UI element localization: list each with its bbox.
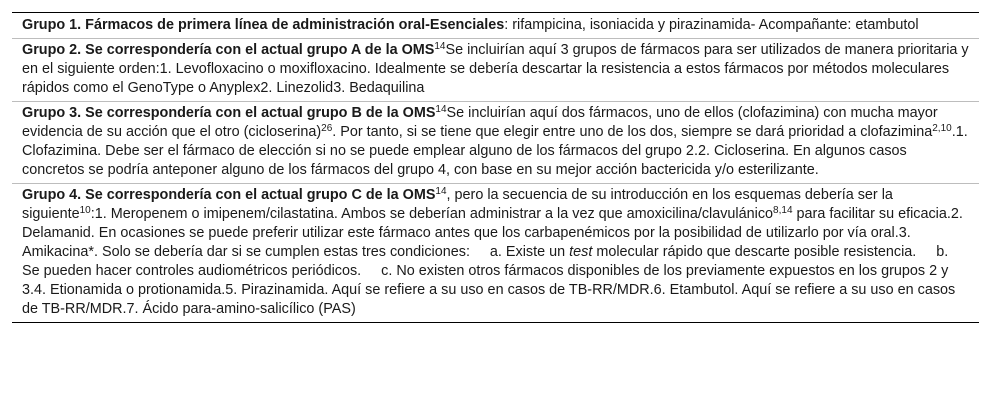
group-3-title: Grupo 3. Se correspondería con el actual grupo B de la OMS [22,105,436,121]
citation-superscript: 14 [435,186,447,197]
group-2-text: Se incluirían aquí 3 grupos de fármacos para ser utilizados de manera prioritaria y en el siguiente orden:1. Levofloxacino o moxifloxacino. Idealmente se debería descartar la resistencia a estos fármacos por métodos moleculares rápidos como el GenoType o Anyplex2. Linezolid3. Bedaquilina [22,42,969,96]
group-1-text: : rifampicina, isoniacida y pirazinamida- Acompañante: etambutol [504,17,919,33]
group-4-italic-term: test [569,244,593,260]
group-4-title: Grupo 4. Se correspondería con el actual grupo C de la OMS [22,187,436,203]
group-3-text: . Por tanto, si se tiene que elegir entre uno de los dos, siempre se dará prioridad a clofazimina [332,124,933,140]
group-2-row [12,38,979,101]
group-4-text: para facilitar su eficacia.2. Delamanid. En ocasiones se puede preferir utilizar este fármaco antes que los carbapenémicos por la posibilidad de utilizarlo por vía oral.3. Amikacina*. Solo se debería dar si se cumplen estas tres condiciones: a. Existe un [22,206,963,260]
citation-superscript: 8,14 [773,205,793,216]
citation-superscript: 10 [79,205,91,216]
group-3-row [12,101,979,183]
citation-superscript: 14 [435,104,447,115]
group-4-text: :1. Meropenem o imipenem/cilastatina. Ambos se deberían administrar a la vez que amoxicilina/clavulánico [90,206,774,222]
group-3-text: Se incluirían aquí dos fármacos, uno de ellos (clofazimina) con mucha mayor evidencia de su acción que el otro (cicloserina) [22,105,938,140]
group-1-title: Grupo 1. Fármacos de primera línea de administración oral-Esenciales [22,17,505,33]
drug-groups-table [12,12,979,323]
group-4-text: molecular rápido que descarte posible resistencia. b. Se pueden hacer controles audiométricos periódicos. c. No existen otros fármacos disponibles de los previamente expuestos en los grupos 2 y 3.4. Etionamida o protionamida.5. Pirazinamida. Aquí se refiere a su uso en casos de TB-RR/MDR.6. Etambutol. Aquí se refiere a su uso en casos de TB-RR/MDR.7. Ácido para-amino-salicílico (PAS) [22,244,956,317]
group-4-text: , pero la secuencia de su introducción en los esquemas debería ser la siguiente [22,187,893,222]
citation-superscript: 14 [434,41,446,52]
group-1-row [12,13,979,38]
citation-superscript: 26 [321,123,333,134]
citation-superscript: 2,10 [932,123,952,134]
group-2-title: Grupo 2. Se correspondería con el actual grupo A de la OMS [22,42,435,58]
group-4-row [12,183,979,322]
group-3-text: .1. Clofazimina. Debe ser el fármaco de elección si no se puede emplear alguno de los fármacos del grupo 2.2. Cicloserina. En algunos casos concretos se podría anteponer alguno de los fármacos del grupo 4, con base en su mejor acción bactericida y/o esterilizante. [22,124,968,178]
